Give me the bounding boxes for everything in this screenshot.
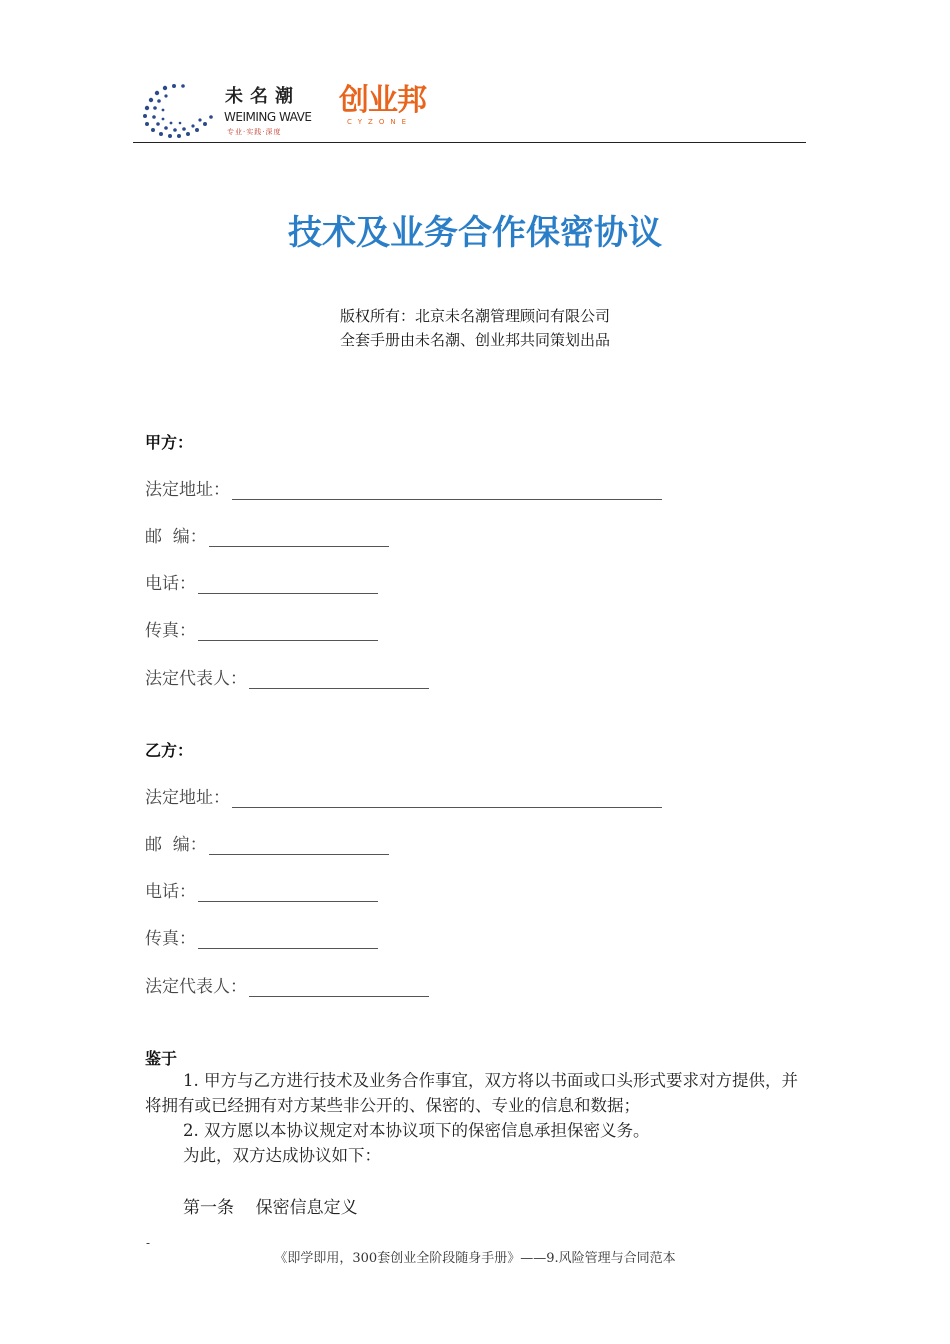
party-b-address-field <box>145 783 662 808</box>
party-a-postcode-label: 邮 编： <box>145 527 207 547</box>
party-a-postcode-field <box>145 522 389 547</box>
party-a-label: 甲方： <box>145 433 194 452</box>
party-b-phone-label: 电话： <box>145 882 196 902</box>
whereas-clause-2: 2. 双方愿以本协议规定对本协议项下的保密信息承担保密义务。 <box>183 1121 650 1140</box>
cyzone-cn-logo-text: 创业邦 <box>339 83 426 118</box>
party-b-postcode-label: 邮 编： <box>145 835 207 855</box>
header-divider <box>133 142 806 143</box>
page-header <box>133 72 806 142</box>
party-b-postcode-blank[interactable] <box>209 837 389 855</box>
whereas-clause-1: 1. 甲方与乙方进行技术及业务合作事宜，双方将以书面或口头形式要求对方提供，并将拥有或已经拥有对方某些非公开的、保密的、专业的信息和数据； <box>145 1071 798 1115</box>
party-b-phone-blank[interactable] <box>198 884 378 902</box>
weiming-tagline: 专业·实践·深度 <box>227 128 282 136</box>
party-b-phone-field <box>145 877 378 902</box>
party-a-postcode-blank[interactable] <box>209 529 389 547</box>
party-a-fax-blank[interactable] <box>198 623 378 641</box>
party-a-fax-field <box>145 616 378 641</box>
party-a-address-blank[interactable] <box>232 482 662 500</box>
party-b-address-blank[interactable] <box>232 790 662 808</box>
weiming-en-logo-text: WEIMING WAVE <box>224 110 312 124</box>
party-b-postcode-field <box>145 830 389 855</box>
party-a-address-label: 法定地址： <box>145 480 230 500</box>
party-b-fax-label: 传真： <box>145 929 196 949</box>
agreement-intro: 为此，双方达成协议如下： <box>183 1146 381 1165</box>
party-a-phone-blank[interactable] <box>198 576 378 594</box>
party-b-fax-field <box>145 924 378 949</box>
whereas-heading: 鉴于 <box>145 1049 178 1068</box>
party-a-rep-blank[interactable] <box>249 671 429 689</box>
article-1-heading: 第一条 保密信息定义 <box>183 1198 358 1218</box>
party-a-fax-label: 传真： <box>145 621 196 641</box>
cyzone-en-logo-text: CYZONE <box>347 118 413 126</box>
party-a-address-field <box>145 475 662 500</box>
copyright-line: 版权所有：北京未名潮管理顾问有限公司 <box>339 307 610 325</box>
party-a-rep-field <box>145 664 429 689</box>
party-b-rep-field <box>145 972 429 997</box>
document-title: 技术及业务合作保密协议 <box>288 213 662 253</box>
party-b-rep-label: 法定代表人： <box>145 977 247 997</box>
party-b-label: 乙方： <box>145 741 194 760</box>
page-footer: 《即学即用，300套创业全阶段随身手册》——9.风险管理与合同范本 <box>274 1251 676 1266</box>
weiming-wave-logo-icon <box>137 78 221 140</box>
party-b-rep-blank[interactable] <box>249 979 429 997</box>
party-b-fax-blank[interactable] <box>198 931 378 949</box>
party-a-phone-field <box>145 569 378 594</box>
producer-line: 全套手册由未名潮、创业邦共同策划出品 <box>339 331 610 349</box>
footer-marker: - <box>146 1236 151 1250</box>
weiming-cn-logo-text: 未名潮 <box>225 86 300 107</box>
party-b-address-label: 法定地址： <box>145 788 230 808</box>
party-a-phone-label: 电话： <box>145 574 196 594</box>
party-a-rep-label: 法定代表人： <box>145 669 247 689</box>
